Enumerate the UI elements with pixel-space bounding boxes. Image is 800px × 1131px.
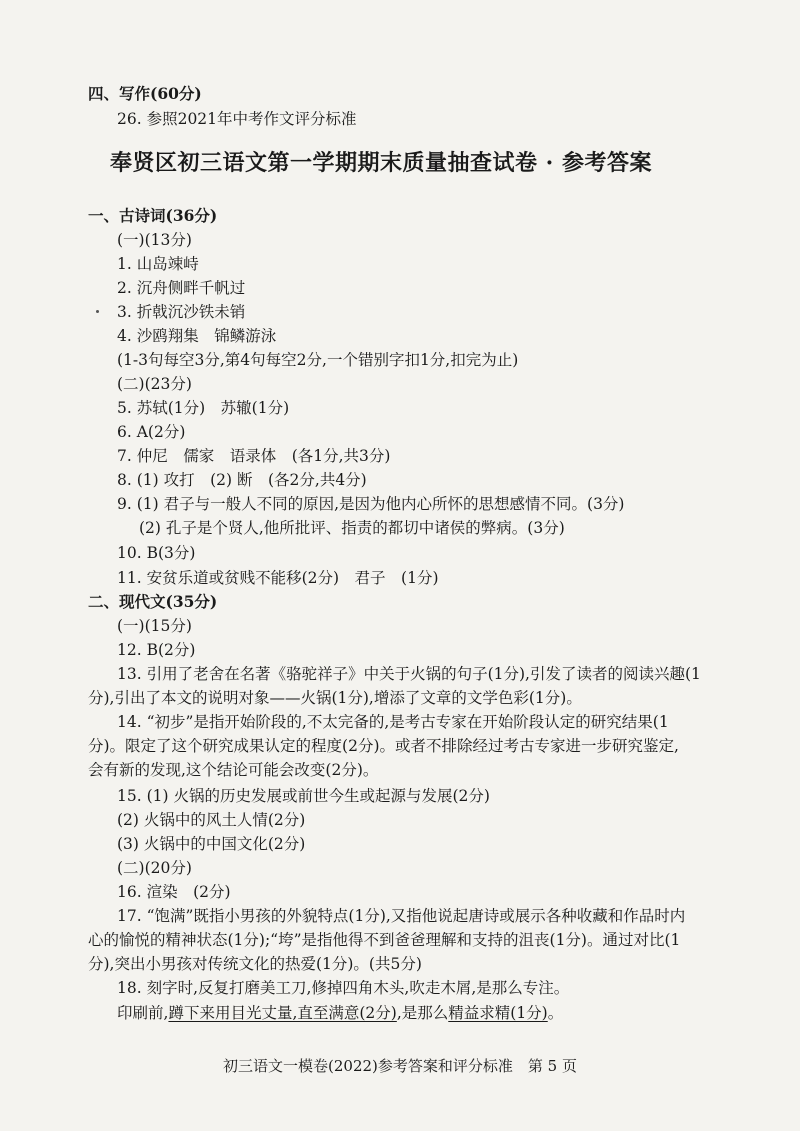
q9-line-2: (2) 孔子是个贤人,他所批评、指责的都切中诸侯的弊病。(3分) (139, 519, 565, 537)
q18-text-start: 印刷前, (117, 1004, 169, 1022)
q18-text-middle: ,是那么 (396, 1004, 449, 1022)
q4-line: 4. 沙鸥翔集 锦鳞游泳 (117, 327, 277, 345)
q6-line: 6. A(2分) (117, 423, 186, 441)
q9-line-1: 9. (1) 君子与一般人不同的原因,是因为他内心所怀的思想感情不同。(3分) (117, 495, 625, 513)
q26-line: 26. 参照2021年中考作文评分标准 (117, 110, 357, 128)
q15-line-2: (2) 火锅中的风土人情(2分) (117, 811, 306, 829)
page-footer: 初三语文一模卷(2022)参考答案和评分标准 第 5 页 (223, 1057, 577, 1075)
section2-part2: (二)(20分) (117, 859, 192, 877)
q12-line: 12. B(2分) (117, 641, 196, 659)
q15-line-3: (3) 火锅中的中国文化(2分) (117, 835, 306, 853)
q18-underlined-answer-1: 蹲下来用目光丈量,直至满意(2分) (168, 1004, 397, 1022)
q17-line-3: 分),突出小男孩对传统文化的热爱(1分)。(共5分) (88, 955, 422, 973)
q7-line: 7. 仲尼 儒家 语录体 (各1分,共3分) (117, 447, 391, 465)
q14-line-1: 14. “初步”是指开始阶段的,不太完备的,是考古专家在开始阶段认定的研究结果(1 (117, 713, 669, 731)
q17-line-1: 17. “饱满”既指小男孩的外貌特点(1分),又指他说起唐诗或展示各种收藏和作品时内 (117, 907, 686, 925)
q18-underlined-answer-2: 精益求精(1分) (448, 1004, 548, 1022)
q8-line: 8. (1) 攻打 (2) 断 (各2分,共4分) (117, 471, 367, 489)
writing-heading: 四、写作(60分) (88, 84, 202, 103)
section1-note: (1-3句每空3分,第4句每空2分,一个错别字扣1分,扣完为止) (117, 351, 519, 369)
q11-line: 11. 安贫乐道或贫贱不能移(2分) 君子 (1分) (117, 569, 439, 587)
q15-line-1: 15. (1) 火锅的历史发展或前世今生或起源与发展(2分) (117, 787, 490, 805)
q3-line: 3. 折戟沉沙铁未销 (117, 303, 246, 321)
section2-heading: 二、现代文(35分) (88, 592, 218, 611)
section1-heading: 一、古诗词(36分) (88, 206, 218, 225)
scan-speck (96, 310, 99, 313)
q5-line: 5. 苏轼(1分) 苏辙(1分) (117, 399, 290, 417)
page-title: 奉贤区初三语文第一学期期末质量抽查试卷 · 参考答案 (110, 150, 652, 176)
q13-line-1: 13. 引用了老舍在名著《骆驼祥子》中关于火锅的句子(1分),引发了读者的阅读兴趣(1 (117, 665, 701, 683)
q17-line-2: 心的愉悦的精神状态(1分);“垮”是指他得不到爸爸理解和支持的沮丧(1分)。通过对比(1 (88, 931, 681, 949)
section1-part1: (一)(13分) (117, 231, 192, 249)
q18-line-2 (117, 1003, 563, 1023)
q2-line: 2. 沉舟侧畔千帆过 (117, 279, 246, 297)
q14-line-2: 分)。限定了这个研究成果认定的程度(2分)。或者不排除经过考古专家进一步研究鉴定, (88, 737, 679, 755)
q13-line-2: 分),引出了本文的说明对象——火锅(1分),增添了文章的文学色彩(1分)。 (88, 689, 582, 707)
q10-line: 10. B(3分) (117, 544, 196, 562)
q18-text-end: 。 (547, 1004, 564, 1022)
section2-part1: (一)(15分) (117, 617, 192, 635)
q18-line-1: 18. 刻字时,反复打磨美工刀,修掉四角木头,吹走木屑,是那么专注。 (117, 979, 570, 997)
q1-line: 1. 山岛竦峙 (117, 255, 199, 273)
q16-line: 16. 渲染 (2分) (117, 883, 231, 901)
q14-line-3: 会有新的发现,这个结论可能会改变(2分)。 (88, 761, 379, 779)
section1-part2: (二)(23分) (117, 375, 192, 393)
